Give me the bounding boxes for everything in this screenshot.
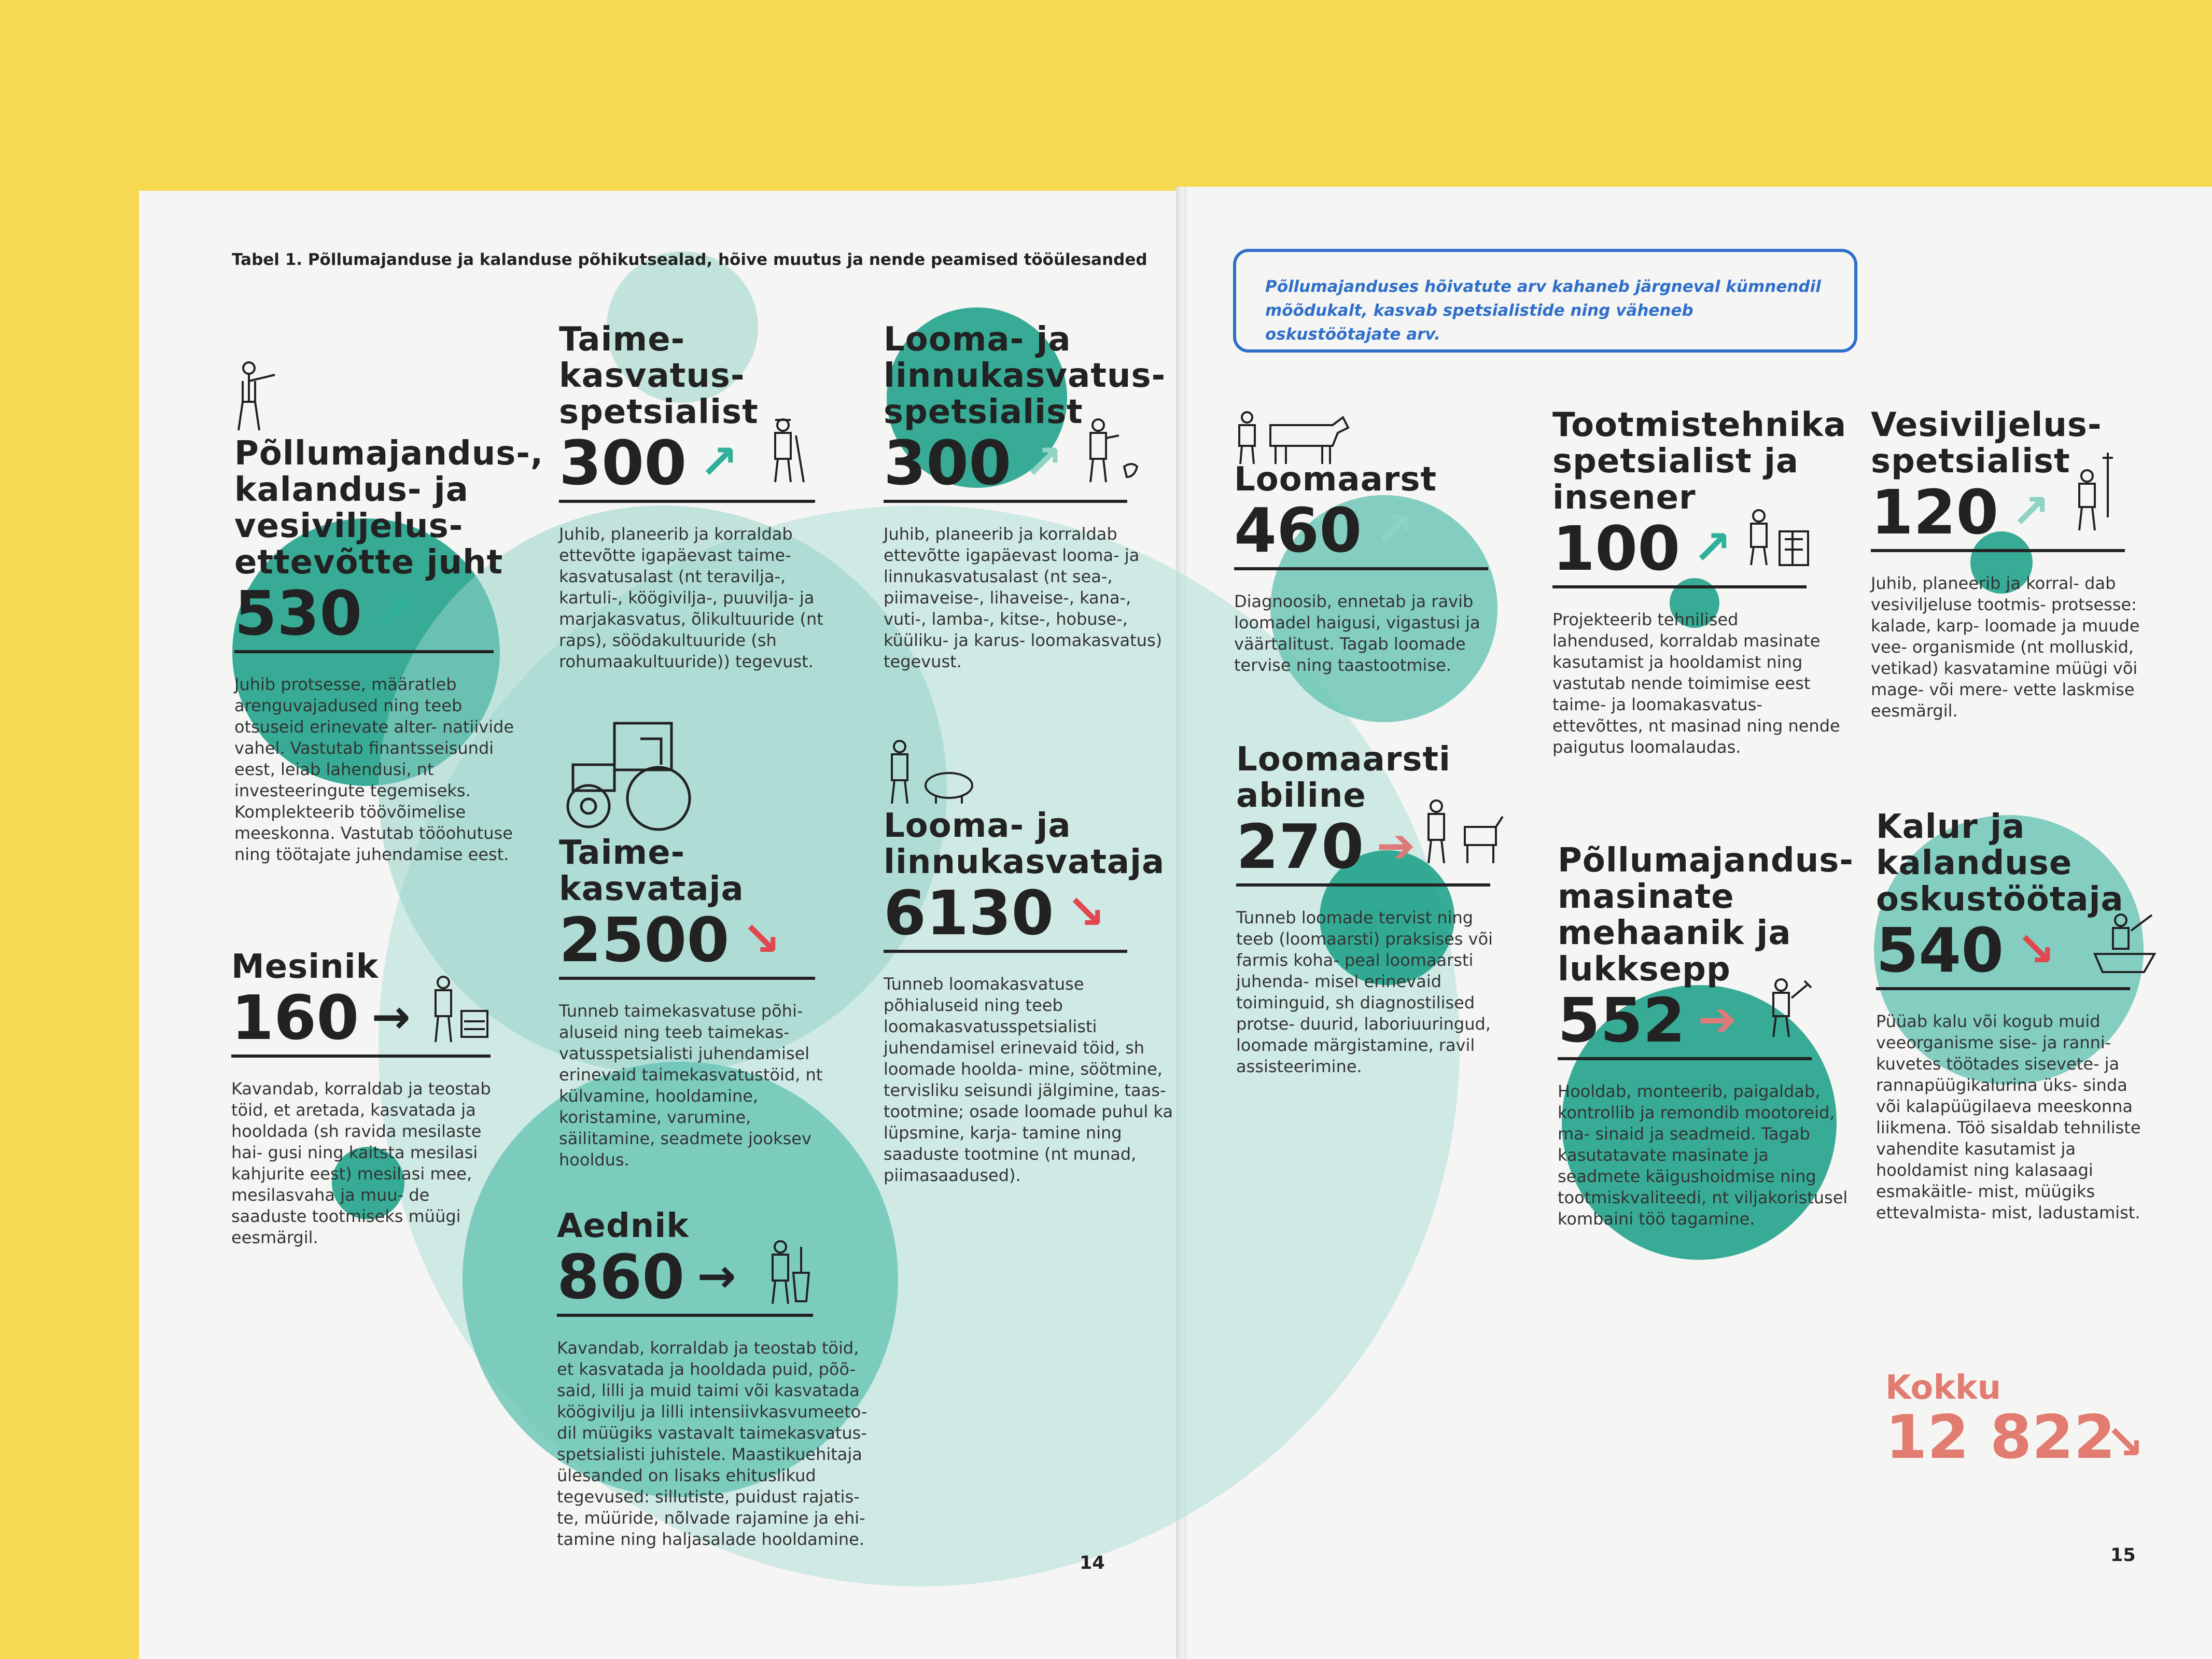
divider: [1234, 567, 1488, 570]
occupation-title: Aednik: [557, 1207, 689, 1245]
occupation-count: 6130: [884, 877, 1054, 949]
occupation-taimekasvataja: [559, 835, 839, 1171]
occupation-description: Kavandab, korraldab ja teostab töid, et aretada, kasvatada ja hooldada (sh ravida mesilaste hai- gusi ning kaitsta mesilasi kahjurite eest) mesilasi mee, mesilasvaha ja muu- de saaduste tootmiseks müügi eesmärgil.: [231, 1079, 491, 1247]
occupation-title: Taime- kasvataja: [559, 834, 744, 908]
trend-down-icon: ↘: [741, 912, 781, 966]
total-value: 12 822: [1885, 1402, 2116, 1472]
occupation-description: Püüab kalu või kogub muid veeorganisme sise- ja ranni- kuvetes töötades sisevete- ja rannapüügikalurina üks- sinda või kalapüügilaeva meeskonna liikmena. Töö sisaldab tehniliste vahendite kasutamist ja hooldamist ning kalasaagi esmakäitle- mist, müügiks ettevalmista- mist, ladustamist.: [1876, 1011, 2141, 1222]
divider: [557, 1314, 813, 1317]
occupation-title: Mesinik: [231, 948, 379, 986]
occupation-count: 160: [231, 982, 359, 1053]
trend-up-icon: ↗: [374, 585, 414, 640]
occupation-count: 2500: [559, 904, 730, 976]
occupation-aednik: [557, 1208, 889, 1550]
divider: [231, 1055, 491, 1058]
beekeeper-icon: [425, 975, 493, 1045]
trend-up-icon: ↗: [2011, 484, 2050, 539]
occupation-count: 530: [234, 578, 362, 649]
divider: [1876, 987, 2130, 990]
callout-box: Põllumajanduses hõivatute arv kahaneb järgneval kümnendil mõõdukalt, kasvab spetsialistide ning väheneb oskustöötajate arv.: [1233, 249, 1857, 353]
occupation-title: Looma- ja linnukasvatus- spetsialist: [884, 320, 1166, 431]
occupation-kalur: [1876, 809, 2156, 1224]
trend-flat-icon: →: [697, 1249, 736, 1303]
occupation-loomakasvataja: [884, 808, 1174, 1186]
divider: [884, 500, 1127, 503]
occupation-title: Vesiviljelus- spetsialist: [1871, 406, 2102, 481]
occupation-description: Diagnoosib, ennetab ja ravib loomadel haigusi, vigastusi ja väärtalitust. Tagab loomade tervise ning taastootmise.: [1234, 592, 1480, 675]
occupation-taimespets: [559, 321, 839, 672]
farmer-icon: [762, 415, 814, 485]
total-label: Kokku: [1885, 1369, 2001, 1407]
occupation-count: 120: [1871, 476, 1999, 548]
occupation-loomaarst: [1234, 461, 1504, 676]
gardener-icon: [760, 1236, 817, 1306]
occupation-loomaspets: [884, 321, 1174, 672]
trend-up-icon: ↗: [1024, 435, 1063, 489]
occupation-description: Juhib protsesse, määratleb arenguvajadused ning teeb otsuseid erinevate alter- natiivide vahel. Vastutab finantsseisundi eest, leiab lahendusi, nt investeeringute tegemiseks. Komplekteerib töövõimelise meeskonna. Vastutab tööohutuse ning töötajate juhendamise eest.: [234, 674, 514, 864]
trend-down-right-icon: ➔: [1698, 992, 1737, 1047]
occupation-title: Taime- kasvatus- spetsialist: [559, 320, 759, 431]
occupation-description: Hooldab, monteerib, paigaldab, kontrollib ja remondib mootoreid, ma- sinaid ja seadmeid. Tagab kasutatavate masinate ja seadmete käigushoidmise ning tootmiskvaliteedi, nt viljakoristusel kombaini töö tagamine.: [1558, 1081, 1848, 1229]
occupation-description: Tunneb taimekasvatuse põhi- aluseid ning teeb taimekas- vatusspetsialisti juhendamisel erinevaid taimekasvatustöid, nt külvamine, hooldamine, koristamine, varumine, säilitamine, seadmete jooksev hooldus.: [559, 1001, 823, 1170]
divider: [1552, 585, 1807, 588]
page-number-left: 14: [1080, 1553, 1105, 1573]
occupation-description: Juhib, planeerib ja korraldab ettevõtte igapäevast looma- ja linnukasvatusalast (nt sea-, piimaveise-, lihaveise-, kana-, vuti-, lamba-, kitse-, hobuse-, küüliku- ja karus- loomakasvatus) tegevust.: [884, 524, 1163, 671]
aquaculture-icon: [2071, 450, 2118, 533]
occupation-count: 270: [1236, 811, 1364, 882]
divider: [884, 950, 1127, 953]
occupation-title: Põllumajandus-, kalandus- ja vesiviljelus- ettevõtte juht: [234, 434, 544, 582]
divider: [1236, 883, 1490, 887]
divider: [1871, 549, 2125, 552]
trend-down-right-icon: ➔: [1376, 819, 1416, 873]
occupation-count: 860: [557, 1241, 685, 1313]
manager-icon: [233, 360, 280, 433]
pig-farmer-icon: [884, 736, 977, 806]
page-number-right: 15: [2110, 1545, 2136, 1566]
divider: [559, 500, 815, 503]
trend-down-icon: ↘: [1066, 885, 1105, 939]
mechanic-icon: [1766, 975, 1817, 1039]
occupation-abiline: [1236, 741, 1506, 1077]
divider: [234, 650, 494, 653]
engineer-icon: [1743, 508, 1811, 568]
occupation-description: Tunneb loomakasvatuse põhialuseid ning teeb loomakasvatusspetsialisti juhendamisel erinevaid töid, sh loomade hoolda- mine, söötmine, tervisliku seisundi jälgimine, taas- tootmine; osade loomade puhul ka lüpsmine, karja- tamine ning saaduste tootmine (nt munad, piimasaadused).: [884, 974, 1173, 1185]
occupation-description: Juhib, planeerib ja korral- dab vesiviljeluse tootmis- protsesse: kalade, karp- loomade ja muude vee- organismide (nt molluskid, vetikad) kasvatamine müügi või mage- või mere- vette laskmise eesmärgil.: [1871, 573, 2140, 721]
trend-up-icon: ↗: [1374, 502, 1413, 557]
trend-flat-icon: →: [371, 990, 411, 1044]
poultry-farmer-icon: [1083, 415, 1142, 485]
occupation-count: 300: [884, 427, 1012, 499]
occupation-description: Tunneb loomade tervist ning teeb (loomaarsti) praksises või farmis koha- peal loomaarsti juhenda- misel erinevaid toiminguid, sh diagnostilised protse- duurid, laboriuuringud, loomade märgistamine, ravil assisteerimine.: [1236, 908, 1493, 1076]
fisher-icon: [2090, 910, 2157, 977]
trend-up-icon: ↗: [699, 435, 738, 489]
occupation-description: Juhib, planeerib ja korraldab ettevõtte igapäevast taime- kasvatusalast (nt teravilja-, kartuli-, köögivilja-, puuvilja- ja marjakasvatus, õlikultuuride (nt raps), söödakultuuride (sh rohumaakultuuride)) tegevust.: [559, 524, 823, 671]
tractor-icon: [557, 718, 703, 832]
occupation-title: Põllumajandus- masinate mehaanik ja lukksepp: [1558, 841, 1854, 989]
occupation-count: 100: [1552, 513, 1681, 584]
table-caption: Tabel 1. Põllumajanduse ja kalanduse põhikutsealad, hõive muutus ja nende peamised tööülesanded: [232, 250, 1147, 269]
trend-down-icon: ↘: [2016, 922, 2055, 977]
occupation-tehnika: [1552, 406, 1847, 758]
occupation-description: Projekteerib tehnilised lahendused, korraldab masinate kasutamist ja hooldamist ning vastutab nende toimimise eest taime- ja loomakasvatus- ettevõttes, nt masinad ning nende paigutus loomalaudas.: [1552, 610, 1840, 757]
occupation-count: 300: [559, 427, 687, 499]
occupation-title: Tootmistehnika spetsialist ja insener: [1552, 406, 1847, 517]
occupation-juht: [234, 434, 544, 865]
occupation-title: Loomaarsti abiline: [1236, 740, 1451, 815]
occupation-title: Loomaarst: [1234, 460, 1437, 499]
cow-vet-icon: [1234, 410, 1353, 467]
divider: [1558, 1057, 1812, 1060]
divider: [559, 977, 815, 980]
occupation-count: 460: [1234, 495, 1362, 566]
occupation-count: 552: [1558, 985, 1686, 1056]
occupation-title: Looma- ja linnukasvataja: [884, 807, 1165, 881]
occupation-title: Kalur ja kalanduse oskustöötaja: [1876, 808, 2124, 919]
occupation-description: Kavandab, korraldab ja teostab töid, et kasvatada ja hooldada puid, põõ- said, lilli ja muid taimi või kasvatada köögivilju ja lilli intensiivkasvumeeto- dil müügiks vastavalt taimekasvatus- spetsialisti juhistele. Maastikuehitaja ülesanded on lisaks ehituslikud tegevused: sillutiste, puidust rajatis- te, müüride, nõlvade rajamine ja ehi- tamine ning haljasalade hooldamine.: [557, 1338, 867, 1549]
vet-assistant-icon: [1421, 796, 1506, 866]
occupation-count: 540: [1876, 915, 2004, 986]
trend-up-icon: ↗: [1692, 521, 1732, 575]
trend-down-icon: ↘: [2105, 1415, 2145, 1470]
